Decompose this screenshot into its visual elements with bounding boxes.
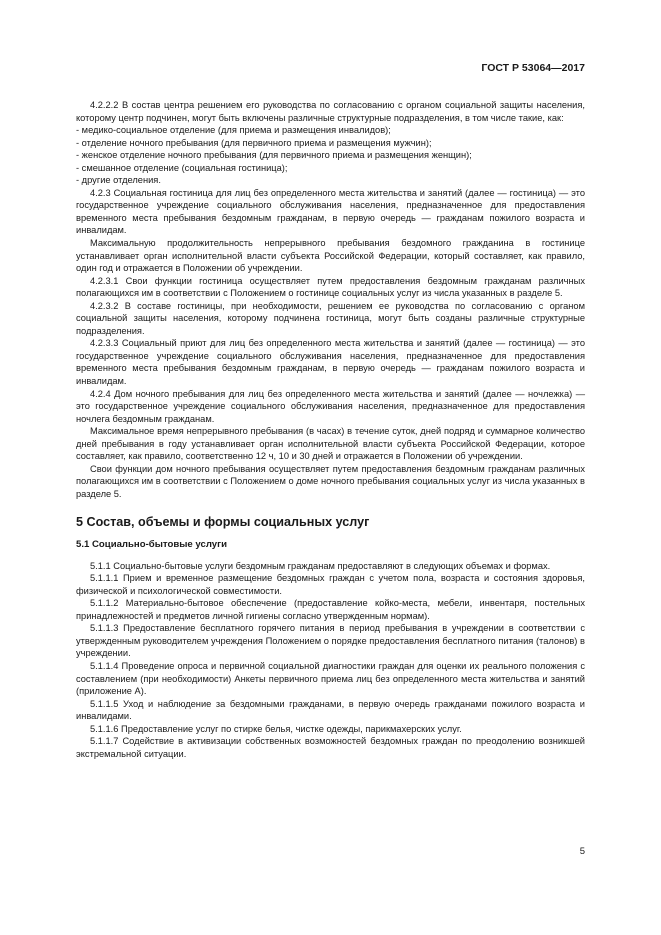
list-item: - смешанное отделение (социальная гостиница); bbox=[76, 162, 288, 173]
section-heading: 5 Состав, объемы и формы социальных услуг bbox=[76, 514, 370, 529]
paragraph: Свои функции дом ночного пребывания осуществляет путем предоставления бездомным гражданам различных полагающихся им в соответствии с Положением о доме ночного пребывания социальных услуг из числа указанных в разделе 5. bbox=[76, 463, 585, 499]
paragraph: 5.1.1.7 Содействие в активизации собственных возможностей бездомных граждан по преодолению возникшей экстремальной ситуации. bbox=[76, 736, 585, 759]
paragraph: 5.1.1.1 Прием и временное размещение бездомных граждан с учетом пола, возраста и состояния здоровья, физической и психологической совместимости. bbox=[76, 573, 585, 596]
paragraph: 5.1.1.3 Предоставление бесплатного горячего питания в период пребывания в учреждении в соответствии с утвержденным руководителем учреждения Положением о порядке предоставления бесплатного питания (талонов) в учреждении. bbox=[76, 623, 585, 659]
document-body bbox=[76, 99, 585, 760]
paragraph: 5.1.1.6 Предоставление услуг по стирке белья, чистке одежды, парикмахерских услуг. bbox=[90, 723, 462, 734]
paragraph: 5.1.1 Социально-бытовые услуги бездомным гражданам предоставляют в следующих объемах и формах. bbox=[90, 560, 551, 571]
list-item: - отделение ночного пребывания (для первичного приема и размещения мужчин); bbox=[76, 137, 432, 148]
paragraph: 4.2.4 Дом ночного пребывания для лиц без определенного места жительства и занятий (далее — ночлежка) — это государственное учреждение социального обслуживания населения, предназначенное для предоставления ночлега бездомным гражданам. bbox=[76, 388, 585, 424]
page-number: 5 bbox=[579, 846, 585, 857]
paragraph: 4.2.3.3 Социальный приют для лиц без определенного места жительства и занятий (далее — гостиница) — это государственное учреждение социального обслуживания населения, предназначенное для предоставления временного места пребывания бездомным гражданам, в первую очередь — гражданам пожилого возраста и инвалидам. bbox=[76, 338, 585, 387]
list-item: - медико-социальное отделение (для приема и размещения инвалидов); bbox=[76, 125, 391, 136]
paragraph: 4.2.2.2 В состав центра решением его руководства по согласованию с органом социальной защиты населения, которому центр подчинен, могут быть включены различные структурные подразделения, в том числе такие, как: bbox=[76, 100, 585, 123]
paragraph: Максимальную продолжительность непрерывного пребывания бездомного гражданина в гостинице устанавливает орган исполнительной власти субъекта Российской Федерации, который составляет, как правило, один год и отражается в Положении об учреждении. bbox=[76, 238, 585, 274]
paragraph: 5.1.1.5 Уход и наблюдение за бездомными гражданами, в первую очередь гражданами пожилого возраста и инвалидами. bbox=[76, 698, 585, 722]
list-item: - женское отделение ночного пребывания (для первичного приема и размещения женщин); bbox=[76, 150, 472, 161]
paragraph: 4.2.3.2 В составе гостиницы, при необходимости, решением ее руководства по согласованию с органом социальной защиты населения, которому подчинена гостиница, могут быть созданы различные структурные подразделения. bbox=[76, 300, 585, 336]
paragraph: 5.1.1.4 Проведение опроса и первичной социальной диагностики граждан для оценки их реального положения с составлением (при необходимости) Анкеты первичного приема лиц без определенного места жительства и занятий (приложение А). bbox=[76, 660, 585, 697]
paragraph: Максимальное время непрерывного пребывания (в часах) в течение суток, дней подряд и суммарное количество дней пребывания в году устанавливает орган исполнительной власти субъекта Российской Федерации, которое составляет, как правило, соответственно 12 ч, 10 и 30 дней и отражается в Положении об учреждении. bbox=[76, 426, 585, 462]
paragraph: 5.1.1.2 Материально-бытовое обеспечение (предоставление койко-места, мебели, инвентаря, постельных принадлежностей и предметов личной гигиены согласно утвержденным нормам). bbox=[76, 598, 585, 621]
document-code: ГОСТ Р 53064—2017 bbox=[481, 62, 585, 74]
paragraph: 4.2.3.1 Свои функции гостиница осуществляет путем предоставления бездомным гражданам различных полагающихся им в соответствии с Положением о гостинице социальных услуг из числа указанных в разделе 5. bbox=[76, 275, 585, 299]
paragraph: 4.2.3 Социальная гостиница для лиц без определенного места жительства и занятий (далее — гостиница) — это государственное учреждение социального обслуживания населения, предназначенное для предоставления временного места пребывания бездомным гражданам, в первую очередь — гражданам пожилого возраста и инвалидам. bbox=[76, 187, 585, 236]
subsection-heading: 5.1 Социально-бытовые услуги bbox=[76, 539, 228, 551]
list-item: - другие отделения. bbox=[76, 175, 161, 186]
